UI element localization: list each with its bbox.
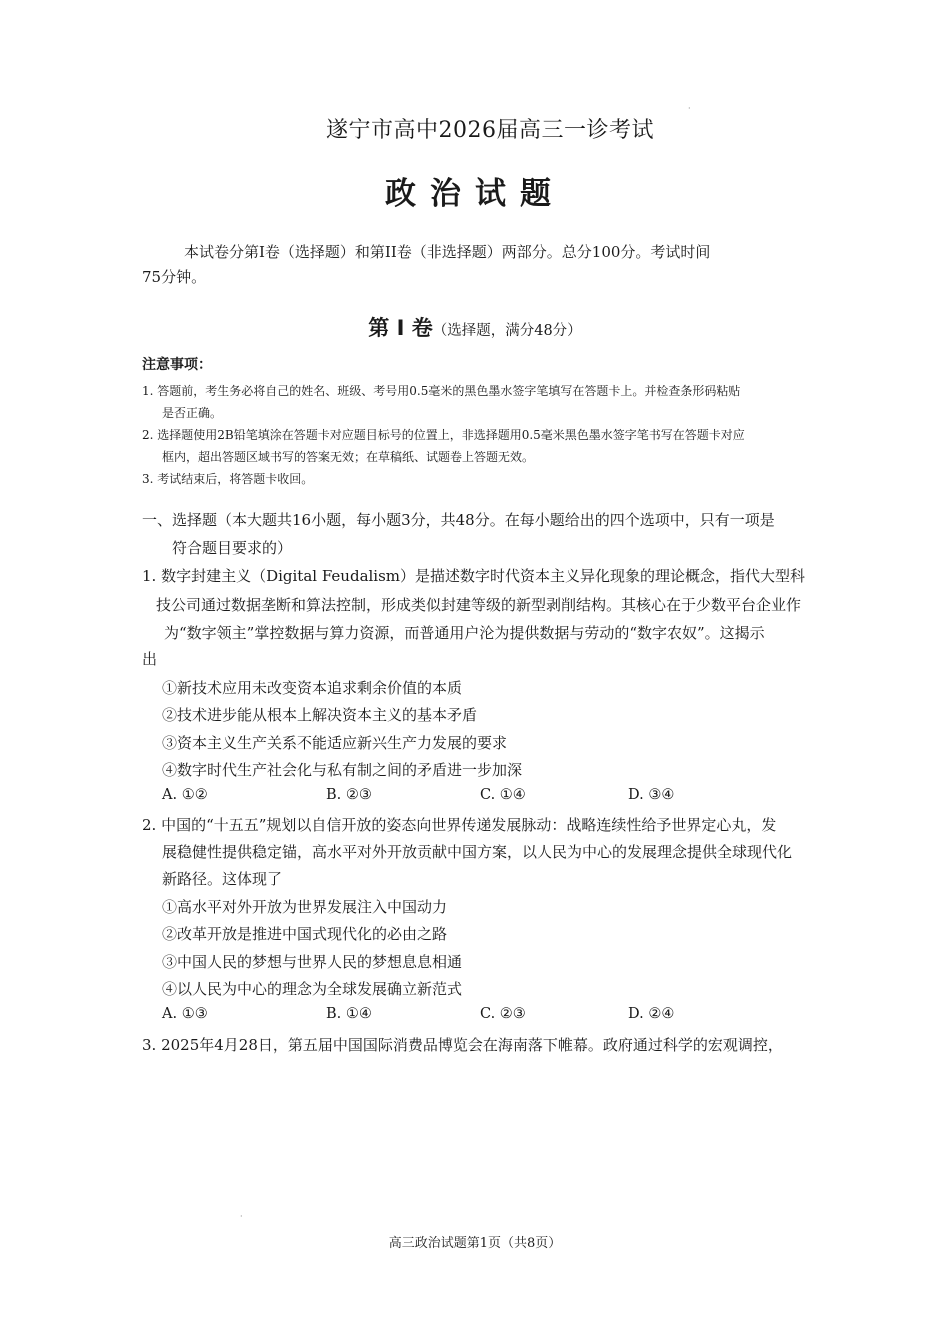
section-subtitle: （选择题，满分48分） bbox=[432, 323, 582, 339]
notice-item-3: 3. 考试结束后，将答题卡收回。 bbox=[142, 472, 314, 486]
q2-choice-b: B. ①④ bbox=[326, 1006, 372, 1022]
q2-statement-2: ②改革开放是推进中国式现代化的必由之路 bbox=[162, 925, 448, 943]
q2-statement-3: ③中国人民的梦想与世界人民的梦想息息相通 bbox=[162, 953, 463, 971]
q2-stem-line-2: 展稳健性提供稳定锚，高水平对外开放贡献中国方案，以人民为中心的发展理念提供全球现代化 bbox=[162, 843, 793, 861]
intro-line-1: 本试卷分第I卷（选择题）和第II卷（非选择题）两部分。总分100分。考试时间 bbox=[184, 243, 711, 261]
intro-line-2: 75分钟。 bbox=[142, 268, 207, 286]
section-heading bbox=[0, 312, 950, 342]
q3-stem-line-1: 3. 2025年4月28日，第五届中国国际消费品博览会在海南落下帷幕。政府通过科学的宏观调控， bbox=[142, 1036, 783, 1054]
section-title: 第 I 卷 bbox=[368, 316, 433, 340]
q1-choice-c: C. ①④ bbox=[480, 787, 526, 803]
part-heading: 一、选择题（本大题共16小题，每小题3分，共48分。在每小题给出的四个选项中，只有一项是 bbox=[142, 511, 775, 529]
q1-statement-4: ④数字时代生产社会化与私有制之间的矛盾进一步加深 bbox=[162, 761, 523, 779]
q2-statement-1: ①高水平对外开放为世界发展注入中国动力 bbox=[162, 898, 448, 916]
notice-item-2: 2. 选择题使用2B铅笔填涂在答题卡对应题目标号的位置上，非选择题用0.5毫米黑色墨水签字笔书写在答题卡对应 bbox=[142, 428, 745, 442]
notice-item-1: 1. 答题前，考生务必将自己的姓名、班级、考号用0.5毫米的黑色墨水签字笔填写在答题卡上。并检查条形码粘贴 bbox=[142, 384, 741, 398]
q2-choice-a: A. ①③ bbox=[162, 1006, 208, 1022]
q2-statement-4: ④以人民为中心的理念为全球发展确立新范式 bbox=[162, 980, 463, 998]
part-heading-cont: 符合题目要求的） bbox=[172, 539, 293, 557]
q1-statement-2: ②技术进步能从根本上解决资本主义的基本矛盾 bbox=[162, 706, 478, 724]
notice-item-2-cont: 框内，超出答题区域书写的答案无效；在草稿纸、试题卷上答题无效。 bbox=[162, 450, 535, 464]
scan-dot: · bbox=[688, 104, 691, 113]
notice-title: 注意事项： bbox=[142, 357, 212, 373]
scan-dot: · bbox=[240, 1212, 243, 1221]
q1-stem-line-3: 为“数字领主”掌控数据与算力资源，而普通用户沦为提供数据与劳动的“数字农奴”。这揭示 bbox=[164, 624, 765, 642]
q1-statement-1: ①新技术应用未改变资本追求剩余价值的本质 bbox=[162, 679, 463, 697]
q1-stem-line-2: 技公司通过数据垄断和算法控制，形成类似封建等级的新型剥削结构。其核心在于少数平台企业作 bbox=[156, 596, 802, 614]
subject-title: 政治试题 bbox=[385, 176, 565, 212]
q2-stem-line-3: 新路径。这体现了 bbox=[162, 870, 283, 888]
q1-stem-line-1: 1. 数字封建主义（Digital Feudalism）是描述数字时代资本主义异化现象的理论概念，指代大型科 bbox=[142, 567, 806, 585]
q1-statement-3: ③资本主义生产关系不能适应新兴生产力发展的要求 bbox=[162, 734, 508, 752]
q1-choice-b: B. ②③ bbox=[326, 787, 372, 803]
q1-stem-line-4: 出 bbox=[142, 650, 158, 668]
q2-choice-c: C. ②③ bbox=[480, 1006, 526, 1022]
exam-title: 遂宁市高中2026届高三一诊考试 bbox=[326, 118, 654, 143]
notice-item-1-cont: 是否正确。 bbox=[162, 406, 223, 420]
q1-choice-a: A. ①② bbox=[162, 787, 208, 803]
q2-stem-line-1: 2. 中国的“十五五”规划以自信开放的姿态向世界传递发展脉动：战略连续性给予世界定心丸，发 bbox=[142, 816, 777, 834]
q1-choice-d: D. ③④ bbox=[628, 787, 675, 803]
q2-choice-d: D. ②④ bbox=[628, 1006, 675, 1022]
page-footer: 高三政治试题第1页（共8页） bbox=[388, 1236, 562, 1251]
